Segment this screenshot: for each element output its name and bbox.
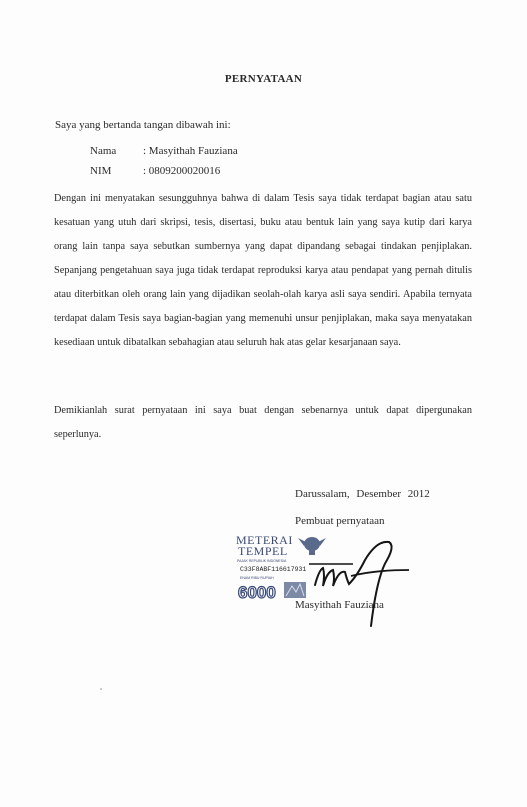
field-label-nim: NIM — [90, 165, 112, 177]
stamp-value: 6000 — [238, 583, 276, 602]
signer-name: Masyithah Fauziana — [295, 599, 384, 611]
signer-role: Pembuat pernyataan — [295, 515, 385, 527]
field-row-name — [90, 145, 238, 165]
stamp-line1: METERAI — [236, 533, 293, 547]
identity-fields — [90, 145, 238, 185]
handwritten-signature — [305, 530, 420, 630]
field-row-nim — [90, 165, 238, 185]
stamp-line2: TEMPEL — [238, 544, 288, 558]
intro-text: Saya yang bertanda tangan dibawah ini: — [55, 119, 231, 131]
field-label-name: Nama — [90, 145, 117, 157]
stamp-small-text2: ENAM RIBU RUPIAH — [240, 576, 274, 580]
stamp-small-text: PAJAK REPUBLIK INDONESIA — [237, 559, 287, 563]
field-value-name: : Masyithah Fauziana — [143, 145, 238, 157]
field-value-nim: : 0809200020016 — [143, 165, 221, 177]
stamp-code: C33F8ABF116617931 — [240, 566, 307, 573]
statement-paragraph: Dengan ini menyatakan sesungguhnya bahwa di dalam Tesis saya tidak terdapat bagian atau satu kesatuan yang utuh dari skripsi, tesis, disertasi, buku atau bentuk lain yang saya kutip dari karya orang lain tanpa saya sebutkan sumbernya yang dapat dipandang sebagai tindakan penjiplakan. Sepanjang pengetahuan saya juga tidak terdapat reproduksi karya atau pendapat yang pernah ditulis atau diterbitkan oleh orang lain yang dijadikan seolah-olah karya asli saya sendiri. Apabila ternyata terdapat dalam Tesis saya bagian-bagian yang memenuhi unsur penjiplakan, maka saya menyatakan kesediaan untuk dibatalkan sebahagian atau seluruh hak atas gelar kesarjanaan saya. — [54, 193, 472, 348]
closing-paragraph: Demikianlah surat pernyataan ini saya buat dengan sebenarnya untuk dapat dipergunakan seperlunya. — [54, 405, 472, 440]
document-title: PERNYATAAN — [224, 73, 303, 85]
stamp-pattern — [284, 582, 306, 598]
place-date: Darussalam, Desember 2012 — [295, 488, 430, 500]
scan-speck — [100, 688, 102, 690]
